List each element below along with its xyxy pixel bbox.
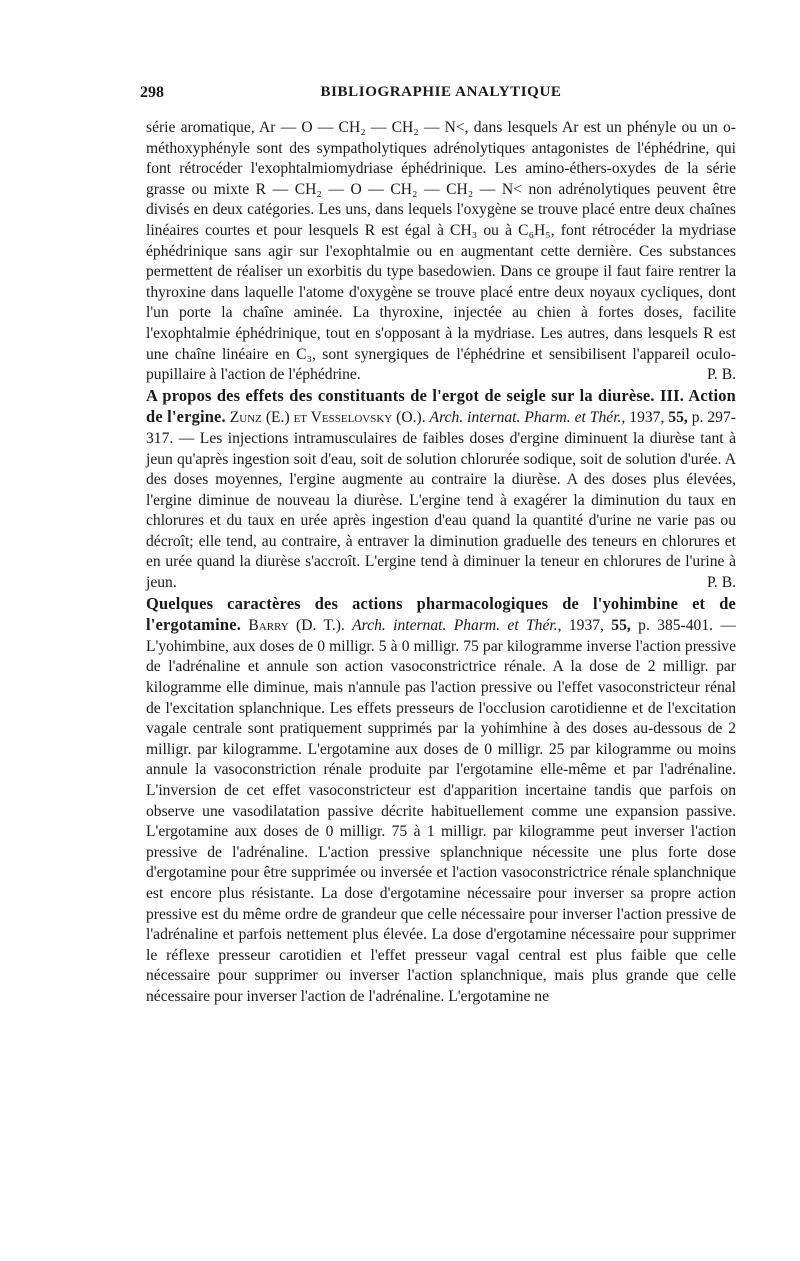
entry-volume: 55, — [668, 409, 688, 427]
signature: P. B. — [706, 366, 736, 384]
entry-title: Quelques caractères des actions pharmacologiques de l'yohimbine et de l'ergotamine. — [146, 593, 736, 635]
entry-authors: Zunz (E.) et Vesselovsky (O.). — [229, 409, 426, 427]
signature: P. B. — [706, 574, 736, 592]
entry-title: A propos des effets des constituants de l'ergot de seigle sur la diurèse. III. Action de l'ergine. — [146, 385, 736, 427]
entry-year: 1937, — [629, 409, 665, 427]
page — [140, 84, 736, 1008]
continuation-text: série aromatique, Ar — O — CH₂ — CH₂ — N<, dans lesquels Ar est un phényle ou un o-méthoxyphényle sont des sympatholytiques adrénolytiques antagonistes de l'éphédrine, qui font rétrocéder l'exophtalmiomydriase éphédrinique. Les amino-éthers-oxydes de la série grasse ou mixte R — CH₂ — O — CH₂ — CH₂ — N< non adrénolytiques peuvent être divisés en deux catégories. Les uns, dans lequels l'oxygène se trouve placé entre deux chaînes linéaires courtes et pour lesquels R est égal à CH₃ ou à C₆H₅, font rétrocéder la mydriase éphédrinique sans agir sur l'exophtalmie ou en augmentant cette dernière. Ces substances permettent de réaliser un exorbitis du type basedowien. Dans ce groupe il faut faire rentrer la thyroxine dans laquelle l'atome d'oxygène se trouve placé entre deux noyaux cycliques, dont l'un porte la chaîne aminée. La thyroxine, injectée au chien à fortes doses, facilite l'exophtalmie éphédrinique, tout en s'opposant à la mydriase. Les autres, dans lesquels R est une chaîne linéaire en C₃, sont synergiques de l'éphédrine et sensibilisent l'appareil oculo-pupillaire à l'action de l'éphédrine. — [146, 119, 736, 384]
page-header — [140, 84, 736, 108]
continuation-paragraph — [146, 118, 736, 386]
entry-pages: p. 385-401. — [638, 617, 714, 635]
bibliography-entry — [146, 594, 736, 1008]
entry-pages: p. 297-317. — [146, 409, 736, 447]
entry-year: 1937, — [568, 617, 604, 635]
running-title: BIBLIOGRAPHIE ANALYTIQUE — [320, 84, 562, 100]
entry-abstract: — Les injections intramusculaires de faibles doses d'ergine diminuent la diurèse tant à jeun qu'après ingestion soit d'eau, soit de solution chlorurée sodique, soit de solution d'urée. A des doses moyennes, l'ergine augmente au contraire la diurèse. A des doses plus élevées, l'ergine diminue de nouveau la diurèse. L'ergine tend à exagérer la diminution du taux en chlorures et du taux en urée après ingestion d'eau quand la quantité d'urine ne varie pas ou décroît; elle tend, au contraire, à entraver la diminution graduelle des teneurs en chlorures et en urée quand la diurèse s'accroît. L'ergine tend à diminuer la teneur en chlorures de l'urine à jeun. — [146, 429, 736, 592]
entry-authors: Barry (D. T.). — [248, 617, 345, 635]
entry-journal: Arch. internat. Pharm. et Thér., — [352, 617, 562, 635]
page-number: 298 — [140, 84, 164, 101]
entry-journal: Arch. internat. Pharm. et Thér., — [429, 409, 626, 427]
entry-abstract: — L'yohimbine, aux doses de 0 milligr. 5 à 0 milligr. 75 par kilogramme inverse l'action pressive de l'adrénaline et annule son action vasoconstrictrice rénale. A la dose de 2 milligr. par kilogramme elle diminue, mais n'annule pas l'action pressive ou l'effet vasoconstricteur rénal de l'excitation splanchnique. Les effets presseurs de l'occlusion carotidienne et de l'excitation vagale centrale sont pratiquement supprimés par la yohimhine à des doses au-dessous de 2 milligr. par kilogramme. L'ergotamine aux doses de 0 milligr. 25 par kilogramme ou moins annule la vasoconstriction rénale produite par l'ergotamine elle-même et par l'adrénaline. L'inversion de cet effet vasoconstricteur est d'apparition incertaine tandis que parfois on observe une vasodilatation passive décrite habituellement comme une expansion passive. L'ergotamine aux doses de 0 milligr. 75 à 1 milligr. par kilogramme peut inverser l'action pressive de l'adrénaline. L'action pressive splanchnique nécessite une plus forte dose d'ergotamine pour être supprimée ou inversée et l'action vasoconstrictrice rénale splanchnique est encore plus résistante. La dose d'ergotamine nécessaire pour inverser sa propre action pressive est du même ordre de grandeur que celle nécessaire pour inverser l'action pressive de l'adrénaline et parfois nettement plus élevée. La dose d'ergotamine nécessaire pour supprimer le réflexe presseur carotidien et l'effet presseur vagal central est plus faible que celle nécessaire pour supprimer ou inverser l'action splanchnique, mais plus grande que celle nécessaire pour inverser l'action de l'adrénaline. L'ergotamine ne — [146, 617, 736, 1005]
entry-volume: 55, — [611, 617, 631, 635]
bibliography-entry — [146, 386, 736, 594]
